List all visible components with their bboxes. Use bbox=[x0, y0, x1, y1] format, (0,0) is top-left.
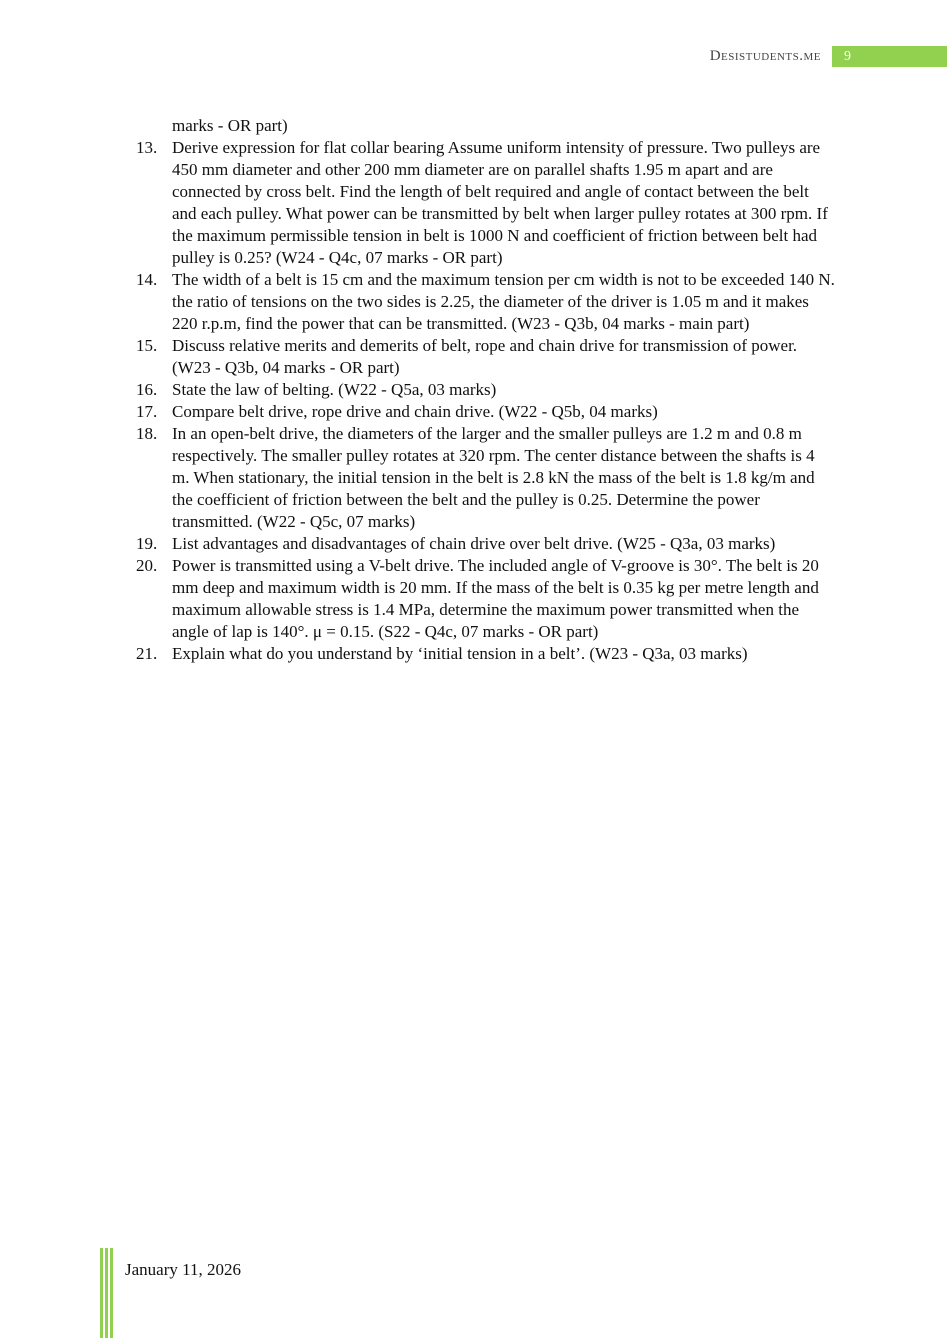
question-number: 18. bbox=[136, 424, 158, 443]
question-item bbox=[136, 401, 836, 423]
question-text: In an open-belt drive, the diameters of the larger and the smaller pulleys are 1.2 m and 0.8 m respectively. The smaller pulley rotates at 320 rpm. The center distance between the shafts is 4 m. When stationary, the initial tension in the belt is 2.8 kN the mass of the belt is 1.8 kg/m and the coefficient of friction between the belt and the pulley is 0.25. Determine the power transmitted. (W22 - Q5c, 07 marks) bbox=[172, 424, 815, 531]
question-text: Explain what do you understand by ‘initial tension in a belt’. (W23 - Q3a, 03 marks) bbox=[172, 644, 748, 663]
footer-date: January 11, 2026 bbox=[125, 1260, 241, 1279]
question-item bbox=[136, 335, 836, 379]
continuation-text: marks - OR part) bbox=[172, 116, 288, 135]
question-item bbox=[136, 643, 836, 665]
page-number-badge: 9 bbox=[832, 46, 947, 67]
header-site-name: Desistudents.me bbox=[709, 48, 821, 64]
question-number: 15. bbox=[136, 336, 158, 355]
question-text: Power is transmitted using a V-belt drive. The included angle of V-groove is 30°. The belt is 20 mm deep and maximum width is 20 mm. If the mass of the belt is 0.35 kg per metre length and maximum allowable stress is 1.4 MPa, determine the maximum power transmitted when the angle of lap is 140°. μ = 0.15. (S22 - Q4c, 07 marks - OR part) bbox=[172, 556, 819, 641]
question-list bbox=[136, 115, 836, 665]
question-number: 16. bbox=[136, 380, 158, 399]
question-item bbox=[136, 137, 836, 269]
question-item bbox=[136, 379, 836, 401]
question-text: Compare belt drive, rope drive and chain drive. (W22 - Q5b, 04 marks) bbox=[172, 402, 658, 421]
question-text: State the law of belting. (W22 - Q5a, 03 marks) bbox=[172, 380, 497, 399]
question-text: List advantages and disadvantages of chain drive over belt drive. (W25 - Q3a, 03 marks) bbox=[172, 534, 776, 553]
question-text: The width of a belt is 15 cm and the maximum tension per cm width is not to be exceeded 140 N. the ratio of tensions on the two sides is 2.25, the diameter of the driver is 1.05 m and it makes 220 r.p.m, find the power that can be transmitted. (W23 - Q3b, 04 marks - main part) bbox=[172, 270, 835, 333]
question-number: 17. bbox=[136, 402, 158, 421]
question-number: 14. bbox=[136, 270, 158, 289]
question-text: Discuss relative merits and demerits of belt, rope and chain drive for transmission of power. (W23 - Q3b, 04 marks - OR part) bbox=[172, 336, 798, 377]
question-number: 13. bbox=[136, 138, 158, 157]
question-item bbox=[136, 269, 836, 335]
question-item bbox=[136, 555, 836, 643]
question-item bbox=[136, 423, 836, 533]
question-number: 19. bbox=[136, 534, 158, 553]
question-text: Derive expression for flat collar bearing Assume uniform intensity of pressure. Two pulleys are 450 mm diameter and other 200 mm diameter are on parallel shafts 1.95 m apart and are connected by cross belt. Find the length of belt required and angle of contact between the belt and each pulley. What power can be transmitted by belt when larger pulley rotates at 300 rpm. If the maximum permissible tension in belt is 1000 N and coefficient of friction between belt had pulley is 0.25? (W24 - Q4c, 07 marks - OR part) bbox=[172, 138, 828, 267]
question-item bbox=[136, 533, 836, 555]
question-number: 21. bbox=[136, 644, 158, 663]
question-number: 20. bbox=[136, 556, 158, 575]
